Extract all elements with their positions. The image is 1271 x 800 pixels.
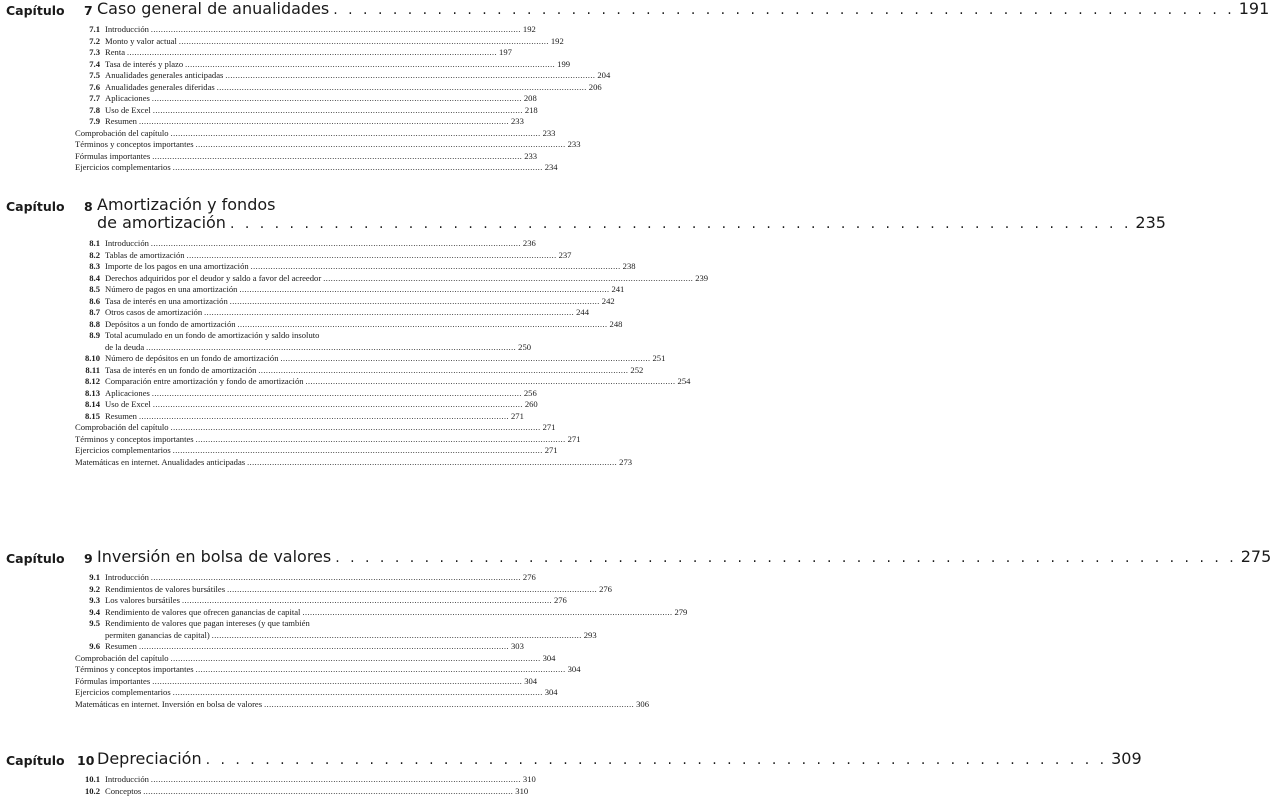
dot-leader: .................................................................................................................................................... [239,285,610,294]
chapter-page-number: 235 [1135,213,1166,232]
chapter-page-number: 191 [1238,0,1270,18]
section-number: 8.3 [89,261,100,271]
toc-section-entry [0,318,623,331]
dot-leader: .................................................................................................................................................... [264,699,635,709]
entry-page-number: 192 [550,35,564,46]
entry-page-number: 233 [510,116,524,126]
toc-extra-entry [0,456,633,469]
toc-section-entry [0,376,691,388]
section-number: 10.2 [84,785,100,796]
section-number: 8.2 [89,249,100,260]
dot-leader: .................................................................................................................................................... [138,117,509,126]
entry-title: Fórmulas importantes [75,150,151,161]
section-number: 9.3 [89,595,100,605]
entry-page-number: 206 [588,81,602,92]
dot-leader: .................................................................................................................................................... [151,94,522,103]
entry-title: Aplicaciones [105,387,150,398]
toc-section-entry [0,24,536,36]
section-number: 9.1 [89,572,100,582]
dot-leader: .................................................................................................................................................... [152,105,523,115]
entry-page-number: 271 [567,433,581,444]
entry-page-number: 304 [544,687,558,697]
dot-leader: .................................................................................................................................................... [247,457,618,467]
section-number: 7.3 [89,47,100,57]
entry-title: Comprobación del capítulo [75,652,169,663]
chapter-title [97,749,1142,769]
dot-leader: .................................................................................................................................................... [150,573,521,582]
dot-leader: .................................................................................................................................................... [152,676,523,686]
entry-title: Número de pagos en una amortización [105,284,238,294]
toc-section-entry [0,330,474,342]
entry-page-number: 276 [522,572,536,582]
chapter-title [97,195,1166,233]
entry-title: Introducción [105,238,149,248]
dot-leader: .................................................................................................................................................... [250,262,621,271]
entry-title: Comprobación del capítulo [75,422,169,432]
section-number: 8.11 [85,364,100,375]
chapter-entries [0,572,688,710]
entry-page-number: 271 [510,410,524,421]
dot-leader: .................................................................................................................................................... [237,319,608,329]
entry-title: Fórmulas importantes [75,675,151,686]
toc-section-entry [0,399,538,411]
entry-title: Importe de los pagos en una amortización [105,261,249,271]
section-number: 9.5 [89,618,100,628]
section-number: 9.4 [89,606,100,617]
chapter-heading [0,749,1142,774]
entry-page-number: 218 [524,104,538,115]
toc-section-entry [0,58,571,71]
toc-section-entry [0,81,602,94]
toc-section-entry [0,364,644,377]
section-number: 7.7 [89,93,100,103]
section-number: 9.2 [89,583,100,594]
toc-section-entry [0,641,524,653]
chapter-entries [0,238,709,468]
dot-leader: .................................................................................................................................................... [195,665,566,674]
dot-leader: .................................................................................................................................................... [170,653,541,663]
toc-section-entry [0,104,538,117]
chapter-heading [0,195,1166,238]
toc-section-entry [0,249,572,262]
section-number: 8.10 [84,353,100,363]
entry-title: Monto y valor actual [105,35,177,46]
entry-page-number: 199 [557,58,571,69]
entry-title: Resumen [105,410,137,421]
entry-title: Introducción [105,774,149,784]
entry-page-number: 254 [677,376,691,386]
dot-leader: .................................................................................................................................................... [195,140,566,149]
section-number: 7.9 [89,116,100,126]
section-number: 7.2 [89,35,100,46]
section-number: 8.5 [89,284,100,294]
chapter-number: 7 [84,3,93,18]
entry-title: Ejercicios complementarios [75,445,171,455]
dot-leader: .................................................................................................................................................... [305,377,676,386]
entry-title: Comprobación del capítulo [75,127,169,138]
entry-title: de la deuda [105,341,145,352]
entry-title: Total acumulado en un fondo de amortización y saldo insoluto [105,330,320,340]
entry-page-number: 233 [567,139,581,149]
toc-section-entry [0,572,536,584]
entry-page-number: 238 [622,261,636,271]
entry-page-number: 242 [601,295,615,306]
chapter-block [0,547,1271,710]
chapter-label: Capítulo [6,753,65,768]
entry-title: Anualidades generales diferidas [105,81,215,92]
entry-page-number: 310 [515,785,529,796]
dot-leader: . . . . . . . . . . . . . . . . . . . . . . . . . . . . . . . . . . . . . . . . . . . . . . . . . . . . . . . . . . . . . [335,550,1237,566]
toc-section-entry [0,410,524,423]
dot-leader: .................................................................................................................................................... [204,308,575,317]
dot-leader: .................................................................................................................................................... [181,596,552,605]
entry-page-number: 256 [523,387,537,398]
chapter-label: Capítulo [6,199,65,214]
entry-page-number: 233 [524,150,538,161]
toc-section-entry [0,618,474,630]
toc-section-entry [0,284,625,296]
entry-page-number: 252 [630,364,644,375]
toc-section-entry [0,47,512,59]
chapter-title [97,0,1270,19]
dot-leader: .................................................................................................................................................... [152,400,523,409]
dot-leader: .................................................................................................................................................... [185,59,556,69]
chapter-heading [0,0,1270,24]
dot-leader: .................................................................................................................................................... [225,71,596,80]
toc-section-entry [0,238,536,250]
entry-page-number: 303 [510,641,524,651]
entry-title: Tasa de interés en un fondo de amortización [105,364,257,375]
entry-title: Tasa de interés y plazo [105,58,184,69]
entry-page-number: 306 [636,698,649,709]
chapter-title-line: de amortización [97,213,226,232]
dot-leader: .................................................................................................................................................... [138,411,509,421]
dot-leader: .................................................................................................................................................... [172,446,543,455]
dot-leader: .................................................................................................................................................... [150,239,521,248]
entry-page-number: 304 [567,664,581,674]
entry-page-number: 250 [518,341,532,352]
entry-page-number: 279 [674,606,688,617]
chapter-heading [0,547,1271,572]
dot-leader: . . . . . . . . . . . . . . . . . . . . . . . . . . . . . . . . . . . . . . . . . . . . . . . . . . . . . . . . . . . . . [229,216,1132,232]
chapter-number: 8 [84,199,93,214]
entry-title: Uso de Excel [105,104,151,115]
entry-title: Tasa de interés en una amortización [105,295,228,306]
entry-page-number: 204 [597,70,611,80]
entry-title: Otros casos de amortización [105,307,203,317]
dot-leader: .................................................................................................................................................... [170,423,541,432]
section-number: 7.8 [89,104,100,115]
section-number: 10.1 [84,774,100,784]
section-number: 8.8 [89,318,100,329]
toc-extra-entry [0,127,556,140]
entry-title: Tablas de amortización [105,249,185,260]
toc-extra-entry [0,150,538,163]
entry-page-number: 276 [553,595,567,605]
section-number: 8.7 [89,307,100,317]
toc-extra-entry [0,422,556,434]
dot-leader: .................................................................................................................................................... [302,607,673,617]
entry-title: Términos y conceptos importantes [75,139,194,149]
entry-page-number: 310 [522,774,536,784]
chapter-title-line: Amortización y fondos [97,195,276,214]
entry-page-number: 239 [695,272,709,283]
section-number: 7.6 [89,81,100,92]
toc-section-entry [0,35,564,48]
entry-title: Comparación entre amortización y fondo de amortización [105,376,304,386]
chapter-title-line: Depreciación [97,749,202,768]
section-number: 8.15 [84,410,100,421]
dot-leader: .................................................................................................................................................... [138,642,509,651]
dot-leader: .................................................................................................................................................... [195,434,566,444]
toc-section-entry [0,341,532,354]
entry-page-number: 273 [619,456,633,467]
chapter-page-number: 275 [1240,547,1271,566]
chapter-title-line: Caso general de anualidades [97,0,330,18]
dot-leader: .................................................................................................................................................... [258,365,629,375]
entry-title: Matemáticas en internet. Inversión en bolsa de valores [75,698,263,709]
dot-leader: .................................................................................................................................................... [229,296,600,306]
entry-title: Uso de Excel [105,399,151,409]
toc-section-entry [0,595,567,607]
entry-page-number: 276 [599,583,612,594]
toc-extra-entry [0,652,556,665]
dot-leader: .................................................................................................................................................... [186,250,557,260]
dot-leader: .................................................................................................................................................... [150,775,521,784]
entry-page-number: 237 [558,249,572,260]
entry-page-number: 234 [544,162,558,172]
dot-leader: .................................................................................................................................................... [227,584,598,594]
entry-page-number: 244 [576,307,590,317]
entry-page-number: 248 [609,318,623,329]
dot-leader: .................................................................................................................................................... [172,688,543,697]
toc-extra-entry [0,687,558,699]
entry-title: Depósitos a un fondo de amortización [105,318,236,329]
dot-leader: .................................................................................................................................................... [151,388,522,398]
entry-page-number: 251 [652,353,666,363]
entry-title: Ejercicios complementarios [75,162,171,172]
toc-extra-entry [0,139,581,151]
entry-title: Rendimientos de valores bursátiles [105,583,226,594]
entry-page-number: 304 [524,675,538,686]
entry-page-number: 236 [522,238,536,248]
toc-extra-entry [0,675,538,688]
section-number: 7.5 [89,70,100,80]
dot-leader: . . . . . . . . . . . . . . . . . . . . . . . . . . . . . . . . . . . . . . . . . . . . . . . . . . . . . . . . . . . . . [333,2,1235,18]
section-number: 7.4 [89,58,100,69]
chapter-page-number: 309 [1111,749,1142,768]
chapter-block [0,0,1270,174]
toc-section-entry [0,93,537,105]
dot-leader: .................................................................................................................................................... [323,273,694,283]
entry-title: Conceptos [105,785,142,796]
toc-section-entry [0,70,611,82]
entry-title: Los valores bursátiles [105,595,180,605]
section-number: 8.9 [89,330,100,340]
dot-leader: .................................................................................................................................................... [172,163,543,172]
chapter-block [0,749,1142,797]
toc-section-entry [0,606,688,619]
toc-extra-entry [0,445,558,457]
entry-page-number: 260 [524,399,538,409]
toc-section-entry [0,272,709,285]
dot-leader: .................................................................................................................................................... [170,128,541,138]
dot-leader: . . . . . . . . . . . . . . . . . . . . . . . . . . . . . . . . . . . . . . . . . . . . . . . . . . . . . . . . . . . . . [205,752,1108,768]
section-number: 8.6 [89,295,100,306]
entry-page-number: 197 [499,47,512,57]
entry-title: Resumen [105,641,137,651]
chapter-block [0,195,1166,468]
entry-page-number: 293 [583,629,597,640]
chapter-number: 10 [77,753,95,768]
toc-section-entry [0,387,537,400]
toc-section-entry [0,261,636,273]
entry-title: Resumen [105,116,137,126]
toc-extra-entry [0,698,649,711]
entry-title: Introducción [105,572,149,582]
section-number: 8.4 [89,272,100,283]
entry-page-number: 304 [542,652,556,663]
chapter-number: 9 [84,551,93,566]
entry-title: Aplicaciones [105,93,150,103]
toc-section-entry [0,295,615,308]
toc-section-entry [0,583,612,596]
entry-page-number: 241 [611,284,625,294]
entry-title: Términos y conceptos importantes [75,433,194,444]
entry-page-number: 192 [522,24,536,34]
toc-extra-entry [0,664,581,676]
chapter-entries [0,24,611,174]
dot-leader: .................................................................................................................................................... [216,82,587,92]
chapter-label: Capítulo [6,3,65,18]
dot-leader: .................................................................................................................................................... [178,36,549,46]
entry-title: Rendimiento de valores que ofrecen ganancias de capital [105,606,301,617]
entry-page-number: 271 [544,445,558,455]
dot-leader: .................................................................................................................................................... [127,48,498,57]
toc-section-entry [0,785,529,798]
entry-title: Renta [105,47,126,57]
entry-title: Número de depósitos en un fondo de amortización [105,353,279,363]
section-number: 9.6 [89,641,100,651]
entry-title: Introducción [105,24,149,34]
chapter-entries [0,774,536,797]
section-number: 7.1 [89,24,100,34]
entry-title: permiten ganancias de capital) [105,629,210,640]
section-number: 8.12 [84,376,100,386]
toc-section-entry [0,629,597,642]
toc-extra-entry [0,162,558,174]
dot-leader: .................................................................................................................................................... [150,25,521,34]
section-number: 8.13 [84,387,100,398]
chapter-title [97,547,1271,567]
dot-leader: .................................................................................................................................................... [146,342,517,352]
entry-page-number: 233 [542,127,556,138]
dot-leader: .................................................................................................................................................... [280,354,651,363]
toc-section-entry [0,116,524,128]
dot-leader: .................................................................................................................................................... [143,786,514,796]
dot-leader: .................................................................................................................................................... [152,151,523,161]
entry-title: Derechos adquiridos por el deudor y saldo a favor del acreedor [105,272,322,283]
entry-title: Ejercicios complementarios [75,687,171,697]
entry-title: Anualidades generales anticipadas [105,70,224,80]
toc-extra-entry [0,433,581,446]
chapter-label: Capítulo [6,551,65,566]
entry-title: Rendimiento de valores que pagan intereses (y que también [105,618,310,628]
toc-section-entry [0,353,666,365]
entry-title: Términos y conceptos importantes [75,664,194,674]
toc-section-entry [0,774,536,786]
section-number: 8.1 [89,238,100,248]
chapter-title-line: Inversión en bolsa de valores [97,547,332,566]
entry-title: Matemáticas en internet. Anualidades anticipadas [75,456,246,467]
dot-leader: .................................................................................................................................................... [211,630,582,640]
entry-page-number: 271 [542,422,556,432]
toc-section-entry [0,307,590,319]
entry-page-number: 208 [523,93,537,103]
section-number: 8.14 [84,399,100,409]
